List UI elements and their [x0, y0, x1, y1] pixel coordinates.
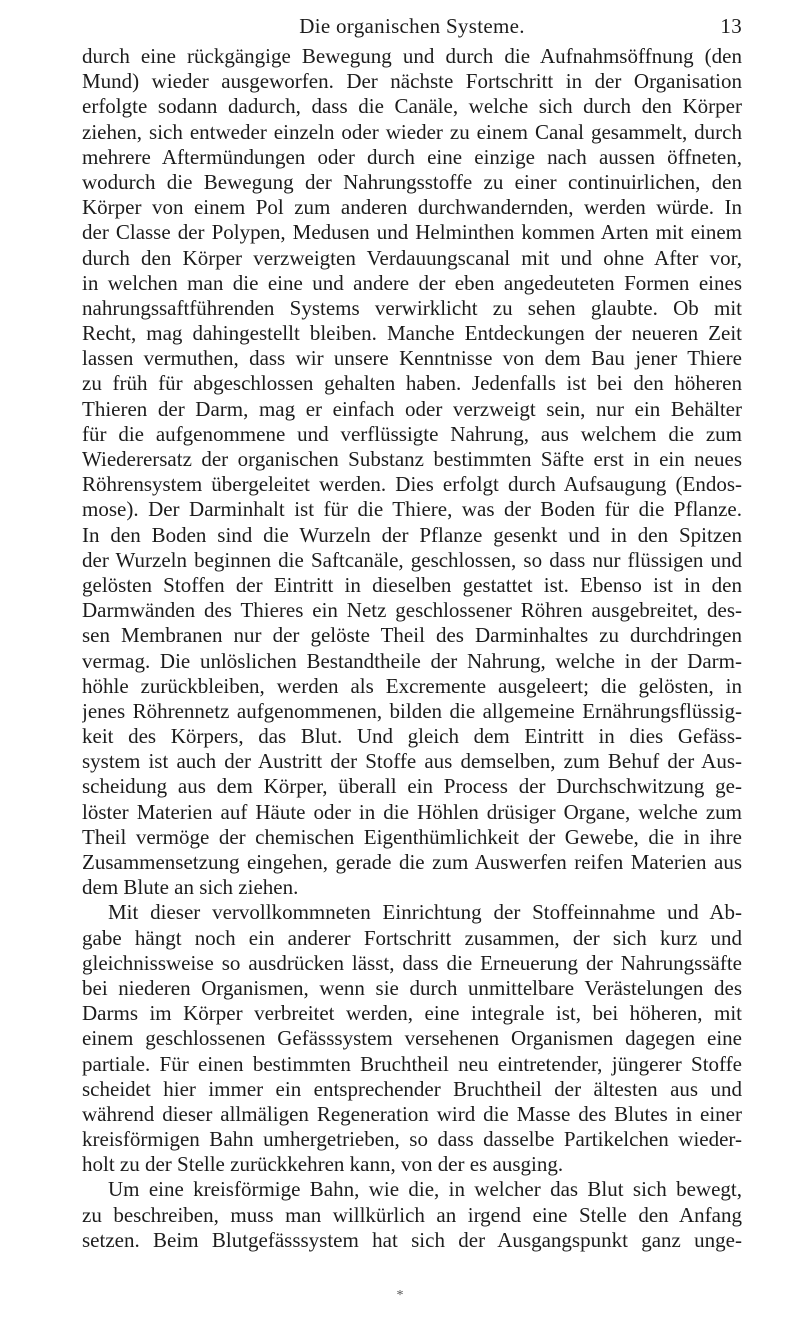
text-line: sen Membranen nur der gelöste Theil des Darminhaltes zu durchdringen: [82, 623, 742, 648]
footer-mark: *: [396, 1288, 404, 1303]
text-line: Darmwänden des Thieres ein Netz geschlossener Röhren ausgebreitet, des-: [82, 598, 742, 623]
text-line: scheidet hier immer ein entsprechender Bruchtheil der ältesten aus und: [82, 1076, 742, 1101]
text-line: nahrungssaftführenden Systems verwirklicht zu sehen glaubte. Ob mit: [82, 295, 742, 320]
text-line: der Wurzeln beginnen die Saftcanäle, geschlossen, so dass nur flüssigen und: [82, 547, 742, 572]
text-line: lassen vermuthen, dass wir unsere Kenntnisse von dem Bau jener Thiere: [82, 346, 742, 371]
text-line: durch eine rückgängige Bewegung und durch die Aufnahmsöffnung (den: [82, 44, 742, 68]
text-line: In den Boden sind die Wurzeln der Pflanze gesenkt und in den Spitzen: [82, 522, 742, 547]
running-head-title: Die organischen Systeme.: [299, 14, 525, 38]
text-line: erfolgte sodann dadurch, dass die Canäle, welche sich durch den Körper: [82, 94, 742, 119]
text-line: löster Materien auf Häute oder in die Höhlen drüsiger Organe, welche zum: [82, 799, 742, 824]
text-line: dem Blute an sich ziehen.: [82, 875, 299, 900]
page-number: 13: [720, 14, 742, 38]
text-line: keit des Körpers, das Blut. Und gleich dem Eintritt in dies Gefäss-: [82, 724, 742, 749]
text-line: Körper von einem Pol zum anderen durchwandernden, werden würde. In: [82, 195, 742, 220]
text-line: Wiederersatz der organischen Substanz bestimmten Säfte erst in ein neues: [82, 447, 742, 471]
text-line: Recht, mag dahingestellt bleiben. Manche Entdeckungen der neueren Zeit: [82, 321, 742, 346]
text-line: system ist auch der Austritt der Stoffe aus demselben, zum Behuf der Aus-: [82, 749, 742, 774]
text-line: für die aufgenommene und verflüssigte Nahrung, aus welchem die zum: [82, 421, 742, 446]
running-head: [82, 14, 742, 44]
text-line: vermag. Die unlöslichen Bestandtheile der Nahrung, welche in der Darm-: [82, 648, 742, 673]
text-line: der Classe der Polypen, Medusen und Helminthen kommen Arten mit einem: [82, 220, 742, 245]
text-line: bei niederen Organismen, wenn sie durch unmittelbare Verästelungen des: [82, 975, 742, 1000]
text-line: Mund) wieder ausgeworfen. Der nächste Fortschritt in der Organisation: [82, 69, 742, 94]
text-line: scheidung aus dem Körper, überall ein Process der Durchschwitzung ge-: [82, 774, 742, 799]
text-line: zu früh für abgeschlossen gehalten haben. Jedenfalls ist bei den höheren: [82, 371, 742, 396]
text-line: gabe hängt noch ein anderer Fortschritt zusammen, der sich kurz und: [82, 925, 742, 950]
text-line: mose). Der Darminhalt ist für die Thiere, was der Boden für die Pflanze.: [82, 497, 742, 522]
text-line: ziehen, sich entweder einzeln oder wieder zu einem Canal gesammelt, durch: [82, 119, 742, 144]
text-line: während dieser allmäligen Regeneration wird die Masse des Blutes in einer: [82, 1101, 742, 1126]
text-line: gelösten Stoffen der Eintritt in dieselben gestattet ist. Ebenso ist in den: [82, 572, 742, 597]
text-line: mehrere Aftermündungen oder durch eine einzige nach aussen öffneten,: [82, 144, 742, 169]
text-line: partiale. Für einen bestimmten Bruchtheil neu eintretender, jüngerer Stoffe: [82, 1051, 742, 1076]
text-line: zu beschreiben, muss man willkürlich an irgend eine Stelle den Anfang: [82, 1202, 742, 1227]
text-line: wodurch die Bewegung der Nahrungsstoffe zu einer continuirlichen, den: [82, 169, 742, 194]
text-line: höhle zurückbleiben, werden als Excremente ausgeleert; die gelösten, in: [82, 673, 742, 698]
text-line: gleichnissweise so ausdrücken lässt, dass die Erneuerung der Nahrungssäfte: [82, 950, 742, 975]
text-line: Röhrensystem übergeleitet werden. Dies erfolgt durch Aufsaugung (Endos-: [82, 472, 742, 497]
text-line: kreisförmigen Bahn umhergetrieben, so dass dasselbe Partikelchen wieder-: [82, 1127, 742, 1152]
text-line: holt zu der Stelle zurückkehren kann, von der es ausging.: [82, 1152, 564, 1177]
text-line: setzen. Beim Blutgefässsystem hat sich der Ausgangspunkt ganz unge-: [82, 1227, 742, 1252]
text-line: in welchen man die eine und andere der eben angedeuteten Formen eines: [82, 270, 742, 295]
text-line: Darms im Körper verbreitet werden, eine integrale ist, bei höheren, mit: [82, 1001, 742, 1026]
text-line: Thieren der Darm, mag er einfach oder verzweigt sein, nur ein Behälter: [82, 396, 742, 421]
text-line: Um eine kreisförmige Bahn, wie die, in welcher das Blut sich bewegt,: [108, 1177, 742, 1202]
text-line: jenes Röhrennetz aufgenommenen, bilden die allgemeine Ernährungsflüssig-: [82, 698, 742, 723]
body-text: [82, 44, 742, 1253]
text-line: Theil vermöge der chemischen Eigenthümlichkeit der Gewebe, die in ihre: [82, 824, 742, 849]
text-line: einem geschlossenen Gefässsystem versehenen Organismen dagegen eine: [82, 1026, 742, 1051]
text-line: durch den Körper verzweigten Verdauungscanal mit und ohne After vor,: [82, 245, 742, 270]
text-line: Mit dieser vervollkommneten Einrichtung der Stoffeinnahme und Ab-: [108, 900, 742, 925]
text-line: Zusammensetzung eingehen, gerade die zum Auswerfen reifen Materien aus: [82, 850, 742, 874]
